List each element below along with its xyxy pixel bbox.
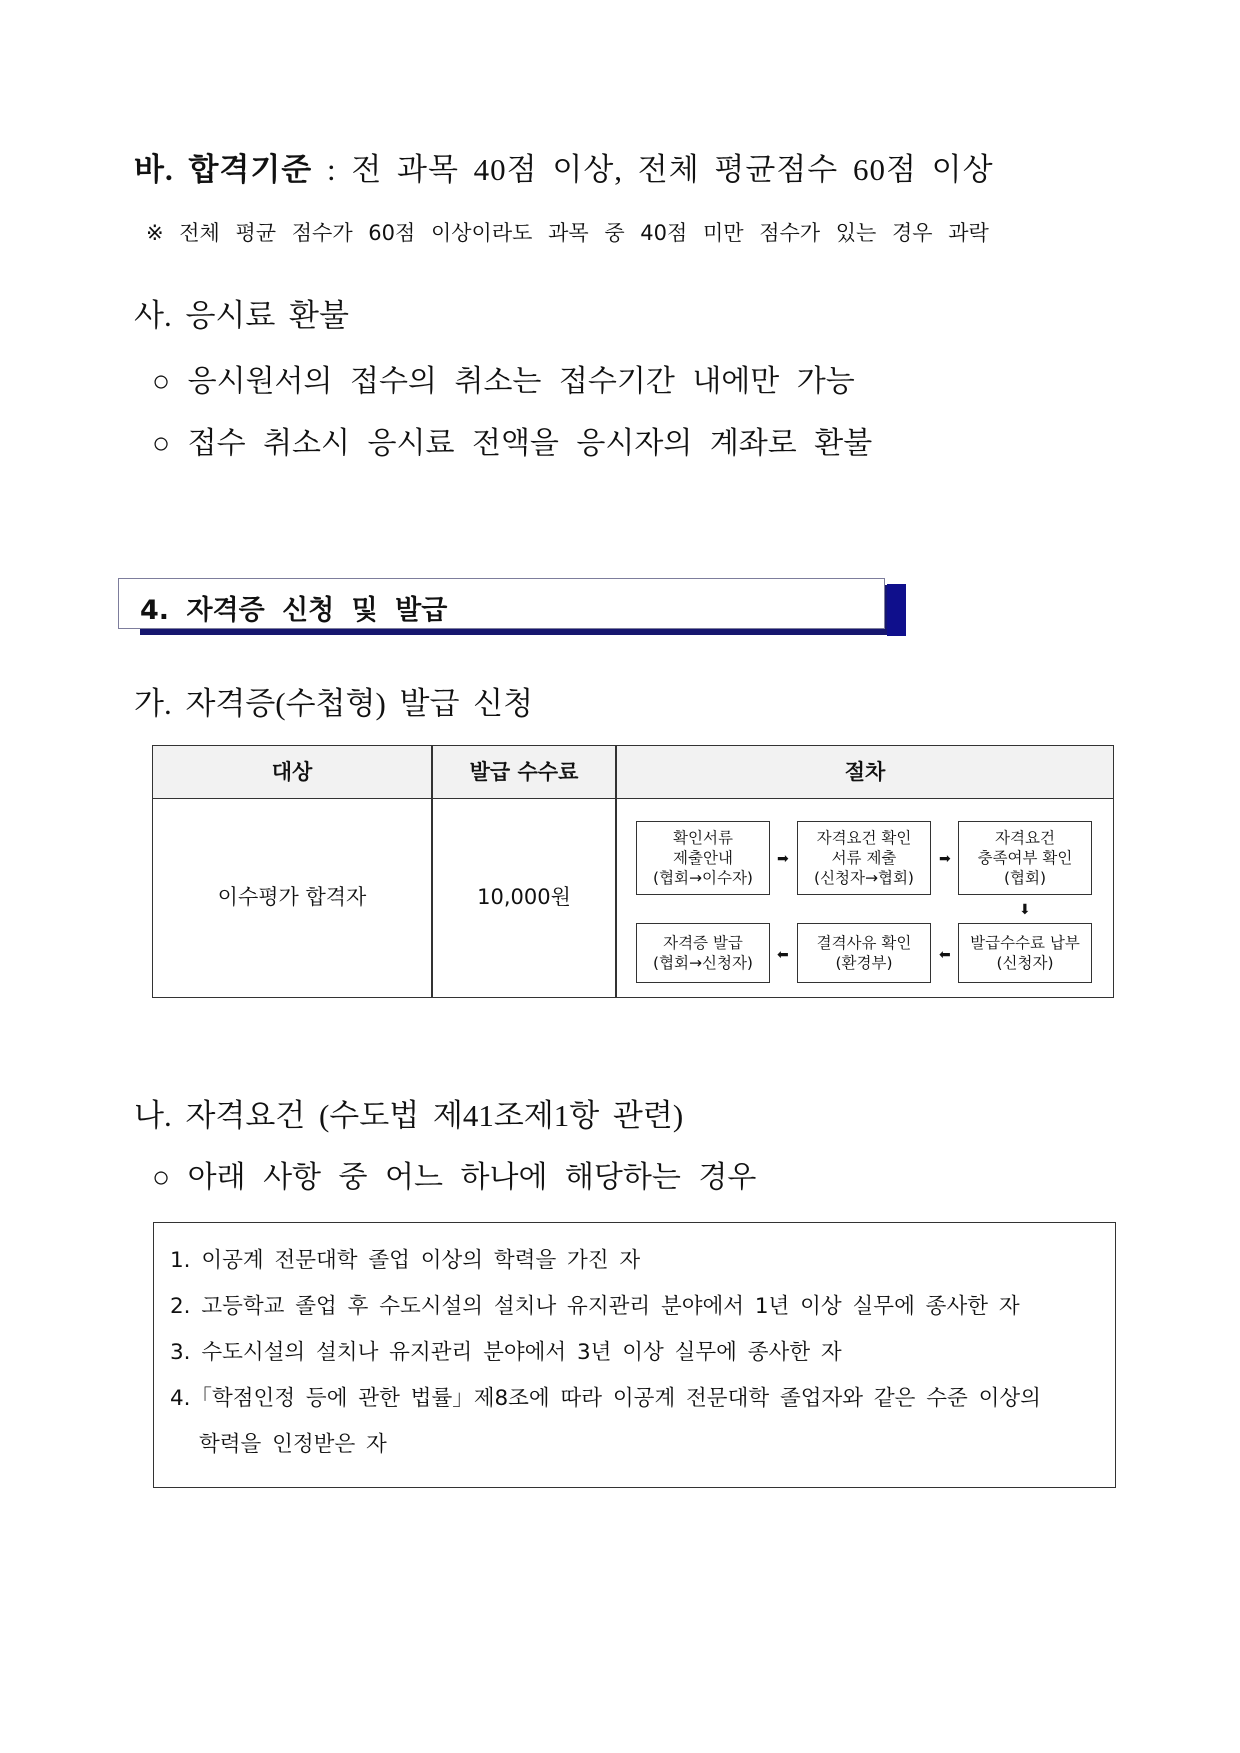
flow-step-6 <box>636 923 770 983</box>
refund-heading: 사. 응시료 환불 <box>134 298 349 333</box>
pass-criteria-label: 바. 합격기준 <box>134 152 313 187</box>
arrow-right-icon: ➡ <box>939 851 951 867</box>
requirement-item: 1. 이공계 전문대학 졸업 이상의 학력을 가진 자 <box>170 1248 641 1273</box>
header-fee: 발급 수수료 <box>469 760 579 784</box>
cell-fee: 10,000원 <box>477 885 571 909</box>
flow-text: 충족여부 확인 <box>977 849 1073 867</box>
requirements-heading: 나. 자격요건 (수도법 제41조제1항 관련) <box>134 1098 684 1133</box>
flow-text: 제출안내 <box>673 849 733 867</box>
flow-text: 자격요건 확인 <box>816 829 912 847</box>
flow-text: 결격사유 확인 <box>816 934 912 952</box>
flow-text: (협회→신청자) <box>653 954 753 972</box>
issue-application-heading: 가. 자격증(수첩형) 발급 신청 <box>134 686 534 721</box>
refund-item: ○ 응시원서의 접수의 취소는 접수기간 내에만 가능 <box>152 365 855 398</box>
arrow-right-icon: ➡ <box>777 851 789 867</box>
requirements-bullet: ○ 아래 사항 중 어느 하나에 해당하는 경우 <box>152 1161 757 1194</box>
flow-text: 서류 제출 <box>831 849 897 867</box>
flow-step-5 <box>797 923 931 983</box>
header-target: 대상 <box>271 760 313 784</box>
arrow-left-icon: ⬅ <box>777 947 789 963</box>
flow-text: 확인서류 <box>673 829 733 847</box>
section-title: 4. 자격증 신청 및 발급 <box>140 595 448 626</box>
header-procedure: 절차 <box>844 760 886 784</box>
flow-text: 자격요건 <box>995 829 1055 847</box>
flow-text: (환경부) <box>835 954 893 972</box>
requirement-item: 2. 고등학교 졸업 후 수도시설의 설치나 유지관리 분야에서 1년 이상 실무에 종사한 자 <box>170 1294 1020 1319</box>
flow-step-3 <box>958 821 1092 895</box>
requirement-item: 3. 수도시설의 설치나 유지관리 분야에서 3년 이상 실무에 종사한 자 <box>170 1340 842 1365</box>
section-header-accent <box>887 584 906 636</box>
requirement-item: 학력을 인정받은 자 <box>199 1432 387 1457</box>
flow-step-2 <box>797 821 931 895</box>
flow-step-1 <box>636 821 770 895</box>
flow-text: (신청자→협회) <box>814 869 914 887</box>
refund-item: ○ 접수 취소시 응시료 전액을 응시자의 계좌로 환불 <box>152 427 873 460</box>
pass-criteria-heading <box>134 144 994 189</box>
flow-text: (신청자) <box>996 954 1054 972</box>
pass-criteria-text: : 전 과목 40점 이상, 전체 평균점수 60점 이상 <box>326 152 994 187</box>
cell-target: 이수평가 합격자 <box>217 885 367 909</box>
arrow-left-icon: ⬅ <box>939 947 951 963</box>
flow-text: 발급수수료 납부 <box>970 934 1080 952</box>
flow-text: (협회→이수자) <box>653 869 753 887</box>
flow-text: (협회) <box>1003 869 1047 887</box>
pass-criteria-note: ※ 전체 평균 점수가 60점 이상이라도 과목 중 40점 미만 점수가 있는 경우 과락 <box>146 221 989 245</box>
requirements-box <box>153 1222 1116 1488</box>
arrow-down-icon: ⬇ <box>1019 902 1031 918</box>
flow-text: 자격증 발급 <box>663 934 743 952</box>
flow-step-4 <box>958 923 1092 983</box>
requirement-item: 4.「학점인정 등에 관한 법률」제8조에 따라 이공계 전문대학 졸업자와 같은 수준 이상의 <box>170 1386 1041 1411</box>
